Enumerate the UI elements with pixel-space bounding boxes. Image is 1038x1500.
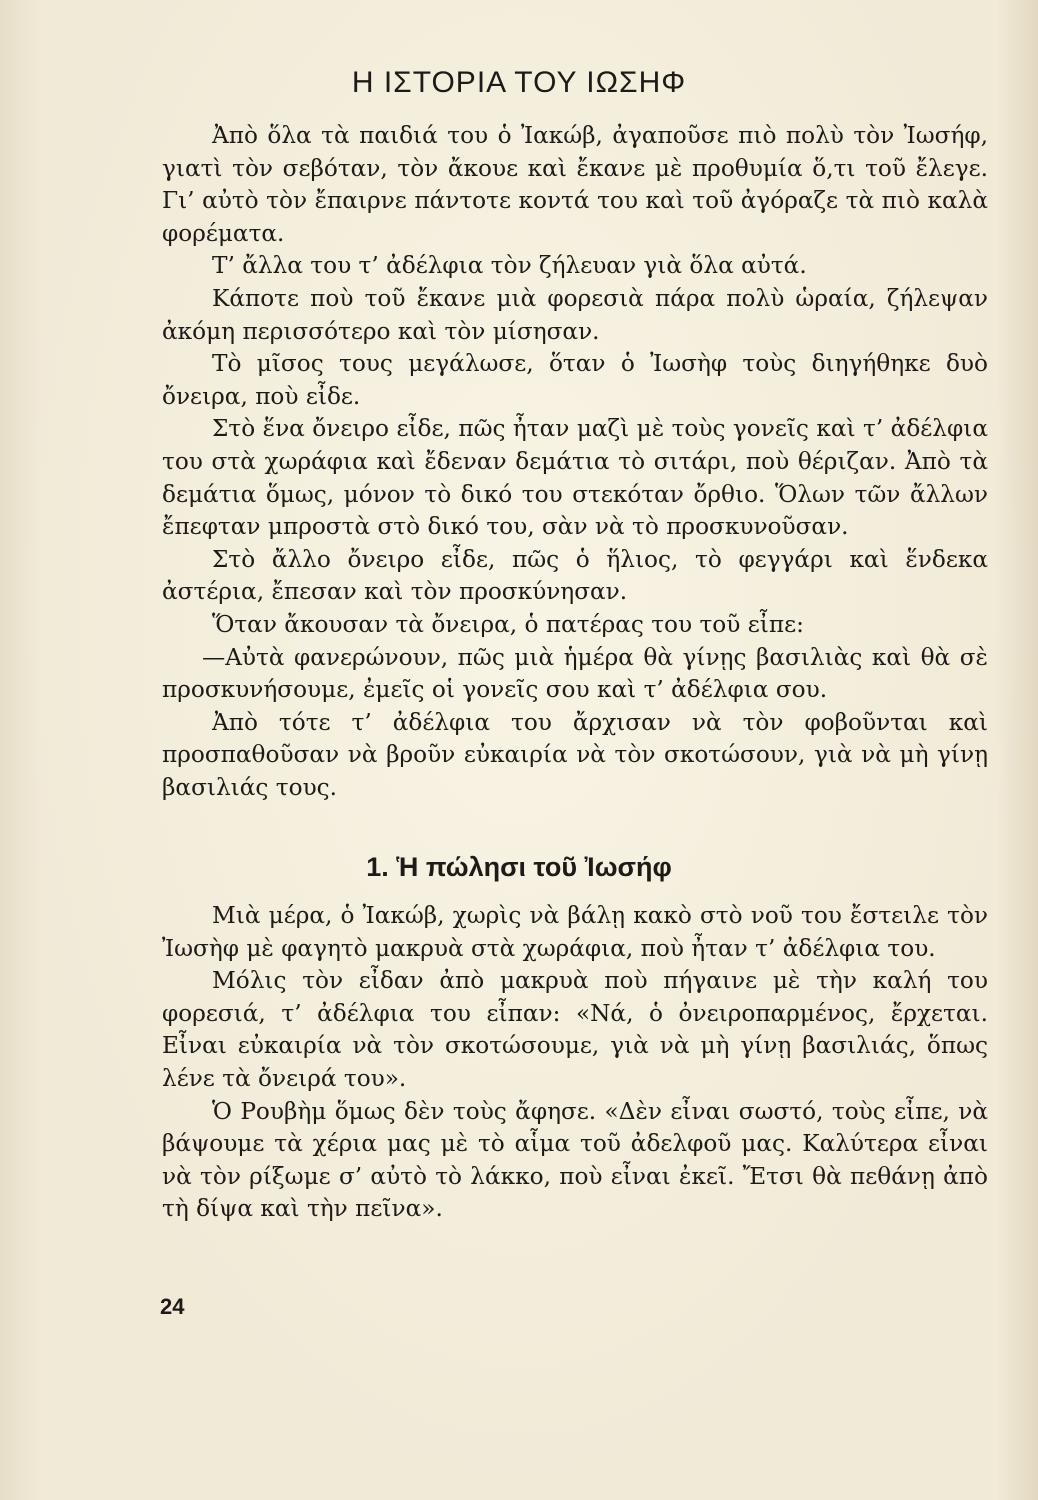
chapter-title: Η ΙΣΤΟΡΙΑ ΤΟΥ ΙΩΣΗΦ xyxy=(351,66,687,99)
paragraph: Ὁ Ρουβὴμ ὅμως δὲν τοὺς ἄφησε. «Δὲν εἶναι σωστό, τοὺς εἶπε, νὰ βάψουμε τὰ χέρια μας μὲ τὸ αἷμα τοῦ ἀδελφοῦ μας. Καλύτερα εἶναι νὰ τὸν ρίξωμε σ’ αὐτὸ τὸ λάκκο, ποὺ εἶναι ἐκεῖ. Ἔτσι θὰ πεθάνῃ ἀπὸ τὴ δίψα καὶ τὴν πεῖνα». xyxy=(162,1097,988,1223)
paragraph: Ὅταν ἄκουσαν τὰ ὄνειρα, ὁ πατέρας του τοῦ εἶπε: xyxy=(212,610,804,638)
paragraph: Τὸ μῖσος τους μεγάλωσε, ὅταν ὁ Ἰωσὴφ τοὺς διηγήθηκε δυὸ ὄνειρα, ποὺ εἶδε. xyxy=(162,350,988,410)
section-heading: 1. Ἡ πώλησι τοῦ Ἰωσήφ xyxy=(366,852,672,882)
paragraph: Στὸ ἄλλο ὄνειρο εἶδε, πῶς ὁ ἥλιος, τὸ φεγγάρι καὶ ἕνδεκα ἀστέρια, ἔπεσαν καὶ τὸν προσκύνησαν. xyxy=(162,545,988,606)
paragraph: Μόλις τὸν εἶδαν ἀπὸ μακρυὰ ποὺ πήγαινε μὲ τὴν καλή του φορεσιά, τ’ ἀδέλφια του εἶπαν: «Νά, ὁ ὀνειροπαρμένος, ἔρχεται. Εἶναι εὐκαιρία νὰ τὸν σκοτώσουμε, γιὰ νὰ μὴ γίνῃ βασιλιάς, ὅπως λένε τὰ ὄνειρά του». xyxy=(162,967,988,1092)
paragraph: Στὸ ἕνα ὄνειρο εἶδε, πῶς ἦταν μαζὶ μὲ τοὺς γονεῖς καὶ τ’ ἀδέλφια του στὰ χωράφια καὶ ἔδεναν δεμάτια τὸ σιτάρι, ποὺ θέριζαν. Ἀπὸ τὰ δεμάτια ὅμως, μόνον τὸ δικό του στεκόταν ὄρθιο. Ὅλων τῶν ἄλλων ἔπεφταν μπροστὰ στὸ δικό του, σὰν νὰ τὸ προσκυνοῦσαν. xyxy=(162,415,988,541)
paragraph: Ἀπὸ ὅλα τὰ παιδιά του ὁ Ἰακώβ, ἀγαποῦσε πιὸ πολὺ τὸν Ἰωσήφ, γιατὶ τὸν σεβόταν, τὸν ἄκουε καὶ ἔκανε μὲ προθυμία ὅ,τι τοῦ ἔλεγε. Γι’ αὐτὸ τὸν ἔπαιρνε πάντοτε κοντά του καὶ τοῦ ἀγόραζε τὰ πιὸ καλὰ φορέματα. xyxy=(162,122,988,247)
story-text-part-1 xyxy=(162,120,988,804)
story-text-part-2 xyxy=(162,900,988,1226)
paragraph: Κάποτε ποὺ τοῦ ἔκανε μιὰ φορεσιὰ πάρα πολὺ ὡραία, ζήλεψαν ἀκόμη περισσότερο καὶ τὸν μίσησαν. xyxy=(162,284,988,345)
paragraph: Τ’ ἄλλα του τ’ ἀδέλφια τὸν ζήλευαν γιὰ ὅλα αὐτά. xyxy=(212,252,807,280)
page-number: 24 xyxy=(160,1294,185,1319)
paragraph: Μιὰ μέρα, ὁ Ἰακώβ, χωρὶς νὰ βάλῃ κακὸ στὸ νοῦ του ἔστειλε τὸν Ἰωσὴφ μὲ φαγητὸ μακρυὰ στὰ χωράφια, ποὺ ἦταν τ’ ἀδέλφια του. xyxy=(162,902,988,962)
paragraph: Ἀπὸ τότε τ’ ἀδέλφια του ἄρχισαν νὰ τὸν φοβοῦνται καὶ προσπαθοῦσαν νὰ βροῦν εὐκαιρία νὰ τὸν σκοτώσουν, γιὰ νὰ μὴ γίνῃ βασιλιάς τους. xyxy=(162,708,988,801)
dialogue-paragraph: —Αὐτὰ φανερώνουν, πῶς μιὰ ἡμέρα θὰ γίνῃς βασιλιὰς καὶ θὰ σὲ προσκυνήσουμε, ἐμεῖς οἱ γονεῖς σου καὶ τ’ ἀδέλφια σου. xyxy=(162,643,988,704)
